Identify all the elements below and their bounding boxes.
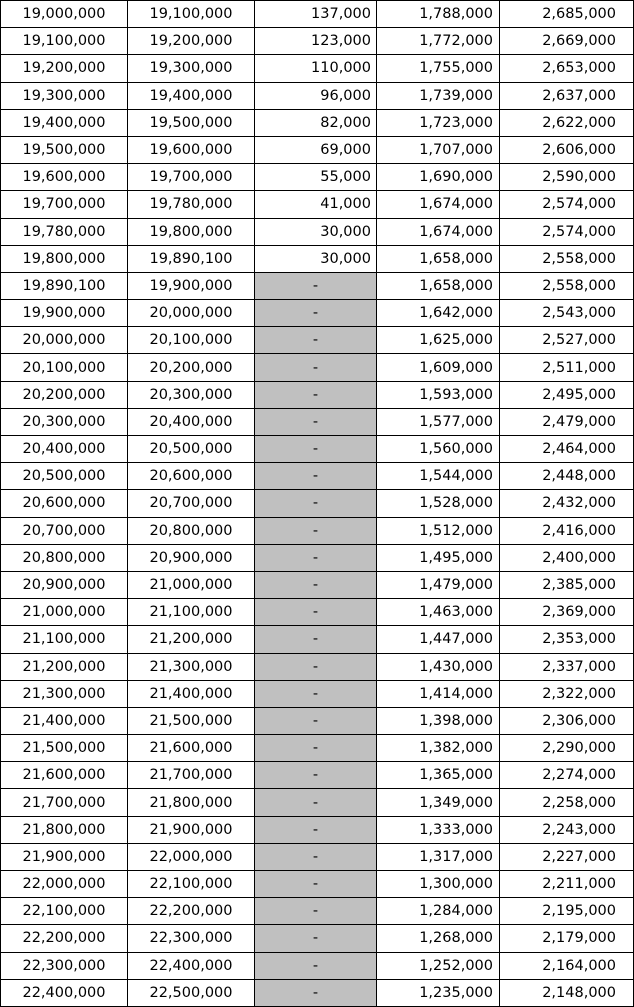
range-to-cell: 20,900,000 bbox=[128, 544, 255, 571]
range-to-cell: 20,800,000 bbox=[128, 517, 255, 544]
value-b-cell: 1,382,000 bbox=[377, 735, 500, 762]
range-to-cell: 22,500,000 bbox=[128, 979, 255, 1006]
range-from-cell: 22,100,000 bbox=[1, 898, 128, 925]
value-b-cell: 1,349,000 bbox=[377, 789, 500, 816]
empty-value-cell: - bbox=[255, 952, 377, 979]
table-row bbox=[1, 626, 634, 653]
table-row bbox=[1, 1, 634, 28]
value-a-cell: 96,000 bbox=[255, 82, 377, 109]
range-from-cell: 21,700,000 bbox=[1, 789, 128, 816]
range-to-cell: 19,890,100 bbox=[128, 245, 255, 272]
empty-value-cell: - bbox=[255, 925, 377, 952]
range-from-cell: 20,100,000 bbox=[1, 354, 128, 381]
value-b-cell: 1,512,000 bbox=[377, 517, 500, 544]
range-from-cell: 20,500,000 bbox=[1, 463, 128, 490]
range-from-cell: 21,500,000 bbox=[1, 735, 128, 762]
empty-value-cell: - bbox=[255, 463, 377, 490]
value-b-cell: 1,609,000 bbox=[377, 354, 500, 381]
value-a-cell: 123,000 bbox=[255, 28, 377, 55]
table-row bbox=[1, 82, 634, 109]
value-c-cell: 2,227,000 bbox=[500, 843, 634, 870]
range-to-cell: 19,500,000 bbox=[128, 109, 255, 136]
value-b-cell: 1,658,000 bbox=[377, 272, 500, 299]
range-from-cell: 19,780,000 bbox=[1, 218, 128, 245]
value-c-cell: 2,511,000 bbox=[500, 354, 634, 381]
value-c-cell: 2,369,000 bbox=[500, 599, 634, 626]
table-row bbox=[1, 789, 634, 816]
table-row bbox=[1, 381, 634, 408]
range-from-cell: 20,000,000 bbox=[1, 327, 128, 354]
value-c-cell: 2,558,000 bbox=[500, 272, 634, 299]
table-row bbox=[1, 843, 634, 870]
value-c-cell: 2,243,000 bbox=[500, 816, 634, 843]
table-row bbox=[1, 490, 634, 517]
range-to-cell: 20,100,000 bbox=[128, 327, 255, 354]
value-b-cell: 1,739,000 bbox=[377, 82, 500, 109]
table-row bbox=[1, 191, 634, 218]
value-b-cell: 1,560,000 bbox=[377, 436, 500, 463]
value-b-cell: 1,430,000 bbox=[377, 653, 500, 680]
value-c-cell: 2,179,000 bbox=[500, 925, 634, 952]
value-b-cell: 1,544,000 bbox=[377, 463, 500, 490]
table-row bbox=[1, 136, 634, 163]
empty-value-cell: - bbox=[255, 653, 377, 680]
range-to-cell: 20,200,000 bbox=[128, 354, 255, 381]
range-from-cell: 21,000,000 bbox=[1, 599, 128, 626]
range-to-cell: 19,780,000 bbox=[128, 191, 255, 218]
range-to-cell: 20,600,000 bbox=[128, 463, 255, 490]
range-to-cell: 21,100,000 bbox=[128, 599, 255, 626]
empty-value-cell: - bbox=[255, 408, 377, 435]
value-c-cell: 2,558,000 bbox=[500, 245, 634, 272]
range-from-cell: 19,300,000 bbox=[1, 82, 128, 109]
value-b-cell: 1,463,000 bbox=[377, 599, 500, 626]
value-c-cell: 2,258,000 bbox=[500, 789, 634, 816]
value-c-cell: 2,653,000 bbox=[500, 55, 634, 82]
range-to-cell: 22,100,000 bbox=[128, 871, 255, 898]
table-row bbox=[1, 762, 634, 789]
empty-value-cell: - bbox=[255, 735, 377, 762]
range-to-cell: 22,200,000 bbox=[128, 898, 255, 925]
range-from-cell: 19,890,100 bbox=[1, 272, 128, 299]
range-to-cell: 22,300,000 bbox=[128, 925, 255, 952]
value-c-cell: 2,448,000 bbox=[500, 463, 634, 490]
value-a-cell: 55,000 bbox=[255, 164, 377, 191]
range-to-cell: 19,200,000 bbox=[128, 28, 255, 55]
table-row bbox=[1, 653, 634, 680]
value-b-cell: 1,479,000 bbox=[377, 571, 500, 598]
value-c-cell: 2,590,000 bbox=[500, 164, 634, 191]
table-row bbox=[1, 952, 634, 979]
range-to-cell: 21,500,000 bbox=[128, 707, 255, 734]
empty-value-cell: - bbox=[255, 816, 377, 843]
table-row bbox=[1, 599, 634, 626]
value-b-cell: 1,300,000 bbox=[377, 871, 500, 898]
value-c-cell: 2,479,000 bbox=[500, 408, 634, 435]
value-a-cell: 30,000 bbox=[255, 245, 377, 272]
value-b-cell: 1,447,000 bbox=[377, 626, 500, 653]
value-c-cell: 2,464,000 bbox=[500, 436, 634, 463]
table-row bbox=[1, 571, 634, 598]
range-from-cell: 22,300,000 bbox=[1, 952, 128, 979]
empty-value-cell: - bbox=[255, 871, 377, 898]
value-b-cell: 1,674,000 bbox=[377, 191, 500, 218]
range-from-cell: 22,000,000 bbox=[1, 871, 128, 898]
value-b-cell: 1,788,000 bbox=[377, 1, 500, 28]
range-from-cell: 19,700,000 bbox=[1, 191, 128, 218]
empty-value-cell: - bbox=[255, 789, 377, 816]
value-b-cell: 1,674,000 bbox=[377, 218, 500, 245]
value-b-cell: 1,642,000 bbox=[377, 300, 500, 327]
range-from-cell: 21,300,000 bbox=[1, 680, 128, 707]
value-b-cell: 1,317,000 bbox=[377, 843, 500, 870]
table-row bbox=[1, 463, 634, 490]
range-to-cell: 22,400,000 bbox=[128, 952, 255, 979]
empty-value-cell: - bbox=[255, 571, 377, 598]
value-c-cell: 2,306,000 bbox=[500, 707, 634, 734]
value-c-cell: 2,622,000 bbox=[500, 109, 634, 136]
range-to-cell: 21,600,000 bbox=[128, 735, 255, 762]
value-c-cell: 2,669,000 bbox=[500, 28, 634, 55]
range-from-cell: 21,900,000 bbox=[1, 843, 128, 870]
empty-value-cell: - bbox=[255, 517, 377, 544]
empty-value-cell: - bbox=[255, 354, 377, 381]
range-to-cell: 19,100,000 bbox=[128, 1, 255, 28]
value-c-cell: 2,527,000 bbox=[500, 327, 634, 354]
range-from-cell: 21,400,000 bbox=[1, 707, 128, 734]
range-from-cell: 19,900,000 bbox=[1, 300, 128, 327]
value-c-cell: 2,195,000 bbox=[500, 898, 634, 925]
table-row bbox=[1, 245, 634, 272]
value-b-cell: 1,772,000 bbox=[377, 28, 500, 55]
value-b-cell: 1,658,000 bbox=[377, 245, 500, 272]
table-row bbox=[1, 436, 634, 463]
value-c-cell: 2,164,000 bbox=[500, 952, 634, 979]
table-row bbox=[1, 680, 634, 707]
value-a-cell: 110,000 bbox=[255, 55, 377, 82]
value-c-cell: 2,574,000 bbox=[500, 191, 634, 218]
range-to-cell: 20,000,000 bbox=[128, 300, 255, 327]
table-body bbox=[1, 1, 634, 1007]
empty-value-cell: - bbox=[255, 272, 377, 299]
range-to-cell: 19,300,000 bbox=[128, 55, 255, 82]
range-from-cell: 21,100,000 bbox=[1, 626, 128, 653]
table-row bbox=[1, 517, 634, 544]
range-to-cell: 20,400,000 bbox=[128, 408, 255, 435]
table-row bbox=[1, 218, 634, 245]
empty-value-cell: - bbox=[255, 300, 377, 327]
value-b-cell: 1,528,000 bbox=[377, 490, 500, 517]
table-row bbox=[1, 408, 634, 435]
range-from-cell: 20,200,000 bbox=[1, 381, 128, 408]
table-row bbox=[1, 28, 634, 55]
table-row bbox=[1, 979, 634, 1006]
empty-value-cell: - bbox=[255, 898, 377, 925]
value-a-cell: 41,000 bbox=[255, 191, 377, 218]
value-a-cell: 82,000 bbox=[255, 109, 377, 136]
range-from-cell: 22,200,000 bbox=[1, 925, 128, 952]
range-from-cell: 20,700,000 bbox=[1, 517, 128, 544]
value-b-cell: 1,593,000 bbox=[377, 381, 500, 408]
range-to-cell: 19,400,000 bbox=[128, 82, 255, 109]
empty-value-cell: - bbox=[255, 381, 377, 408]
table-row bbox=[1, 707, 634, 734]
range-from-cell: 19,800,000 bbox=[1, 245, 128, 272]
range-from-cell: 21,200,000 bbox=[1, 653, 128, 680]
value-c-cell: 2,385,000 bbox=[500, 571, 634, 598]
range-from-cell: 19,100,000 bbox=[1, 28, 128, 55]
table-row bbox=[1, 925, 634, 952]
range-from-cell: 21,800,000 bbox=[1, 816, 128, 843]
value-c-cell: 2,337,000 bbox=[500, 653, 634, 680]
value-b-cell: 1,284,000 bbox=[377, 898, 500, 925]
table-row bbox=[1, 544, 634, 571]
range-to-cell: 21,000,000 bbox=[128, 571, 255, 598]
range-from-cell: 19,400,000 bbox=[1, 109, 128, 136]
range-from-cell: 19,600,000 bbox=[1, 164, 128, 191]
range-to-cell: 19,900,000 bbox=[128, 272, 255, 299]
table-row bbox=[1, 164, 634, 191]
value-b-cell: 1,268,000 bbox=[377, 925, 500, 952]
range-to-cell: 21,200,000 bbox=[128, 626, 255, 653]
range-to-cell: 19,800,000 bbox=[128, 218, 255, 245]
range-to-cell: 19,600,000 bbox=[128, 136, 255, 163]
value-c-cell: 2,353,000 bbox=[500, 626, 634, 653]
value-c-cell: 2,574,000 bbox=[500, 218, 634, 245]
value-c-cell: 2,606,000 bbox=[500, 136, 634, 163]
range-to-cell: 21,300,000 bbox=[128, 653, 255, 680]
empty-value-cell: - bbox=[255, 762, 377, 789]
empty-value-cell: - bbox=[255, 599, 377, 626]
value-b-cell: 1,252,000 bbox=[377, 952, 500, 979]
empty-value-cell: - bbox=[255, 979, 377, 1006]
value-c-cell: 2,432,000 bbox=[500, 490, 634, 517]
range-from-cell: 21,600,000 bbox=[1, 762, 128, 789]
value-c-cell: 2,495,000 bbox=[500, 381, 634, 408]
value-c-cell: 2,543,000 bbox=[500, 300, 634, 327]
range-to-cell: 20,300,000 bbox=[128, 381, 255, 408]
value-b-cell: 1,414,000 bbox=[377, 680, 500, 707]
value-b-cell: 1,495,000 bbox=[377, 544, 500, 571]
range-to-cell: 22,000,000 bbox=[128, 843, 255, 870]
table-row bbox=[1, 735, 634, 762]
range-to-cell: 21,800,000 bbox=[128, 789, 255, 816]
range-from-cell: 20,400,000 bbox=[1, 436, 128, 463]
value-b-cell: 1,625,000 bbox=[377, 327, 500, 354]
table-row bbox=[1, 816, 634, 843]
table-row bbox=[1, 871, 634, 898]
empty-value-cell: - bbox=[255, 544, 377, 571]
value-b-cell: 1,365,000 bbox=[377, 762, 500, 789]
empty-value-cell: - bbox=[255, 680, 377, 707]
empty-value-cell: - bbox=[255, 707, 377, 734]
value-b-cell: 1,690,000 bbox=[377, 164, 500, 191]
range-to-cell: 20,500,000 bbox=[128, 436, 255, 463]
value-b-cell: 1,235,000 bbox=[377, 979, 500, 1006]
range-from-cell: 19,000,000 bbox=[1, 1, 128, 28]
table-row bbox=[1, 300, 634, 327]
empty-value-cell: - bbox=[255, 490, 377, 517]
value-c-cell: 2,400,000 bbox=[500, 544, 634, 571]
range-to-cell: 21,900,000 bbox=[128, 816, 255, 843]
empty-value-cell: - bbox=[255, 436, 377, 463]
range-to-cell: 21,400,000 bbox=[128, 680, 255, 707]
value-c-cell: 2,416,000 bbox=[500, 517, 634, 544]
range-from-cell: 20,900,000 bbox=[1, 571, 128, 598]
table-row bbox=[1, 898, 634, 925]
empty-value-cell: - bbox=[255, 327, 377, 354]
table-row bbox=[1, 272, 634, 299]
value-b-cell: 1,755,000 bbox=[377, 55, 500, 82]
range-to-cell: 19,700,000 bbox=[128, 164, 255, 191]
range-from-cell: 20,600,000 bbox=[1, 490, 128, 517]
range-from-cell: 22,400,000 bbox=[1, 979, 128, 1006]
table-row bbox=[1, 327, 634, 354]
value-b-cell: 1,707,000 bbox=[377, 136, 500, 163]
table-row bbox=[1, 55, 634, 82]
value-b-cell: 1,577,000 bbox=[377, 408, 500, 435]
range-to-cell: 20,700,000 bbox=[128, 490, 255, 517]
value-c-cell: 2,290,000 bbox=[500, 735, 634, 762]
value-b-cell: 1,723,000 bbox=[377, 109, 500, 136]
value-a-cell: 30,000 bbox=[255, 218, 377, 245]
value-c-cell: 2,322,000 bbox=[500, 680, 634, 707]
range-from-cell: 20,300,000 bbox=[1, 408, 128, 435]
value-a-cell: 137,000 bbox=[255, 1, 377, 28]
range-from-cell: 20,800,000 bbox=[1, 544, 128, 571]
value-c-cell: 2,274,000 bbox=[500, 762, 634, 789]
table-row bbox=[1, 109, 634, 136]
range-from-cell: 19,500,000 bbox=[1, 136, 128, 163]
value-c-cell: 2,685,000 bbox=[500, 1, 634, 28]
value-b-cell: 1,333,000 bbox=[377, 816, 500, 843]
value-c-cell: 2,148,000 bbox=[500, 979, 634, 1006]
range-from-cell: 19,200,000 bbox=[1, 55, 128, 82]
value-b-cell: 1,398,000 bbox=[377, 707, 500, 734]
empty-value-cell: - bbox=[255, 843, 377, 870]
range-to-cell: 21,700,000 bbox=[128, 762, 255, 789]
value-c-cell: 2,637,000 bbox=[500, 82, 634, 109]
value-a-cell: 69,000 bbox=[255, 136, 377, 163]
table-row bbox=[1, 354, 634, 381]
empty-value-cell: - bbox=[255, 626, 377, 653]
value-c-cell: 2,211,000 bbox=[500, 871, 634, 898]
